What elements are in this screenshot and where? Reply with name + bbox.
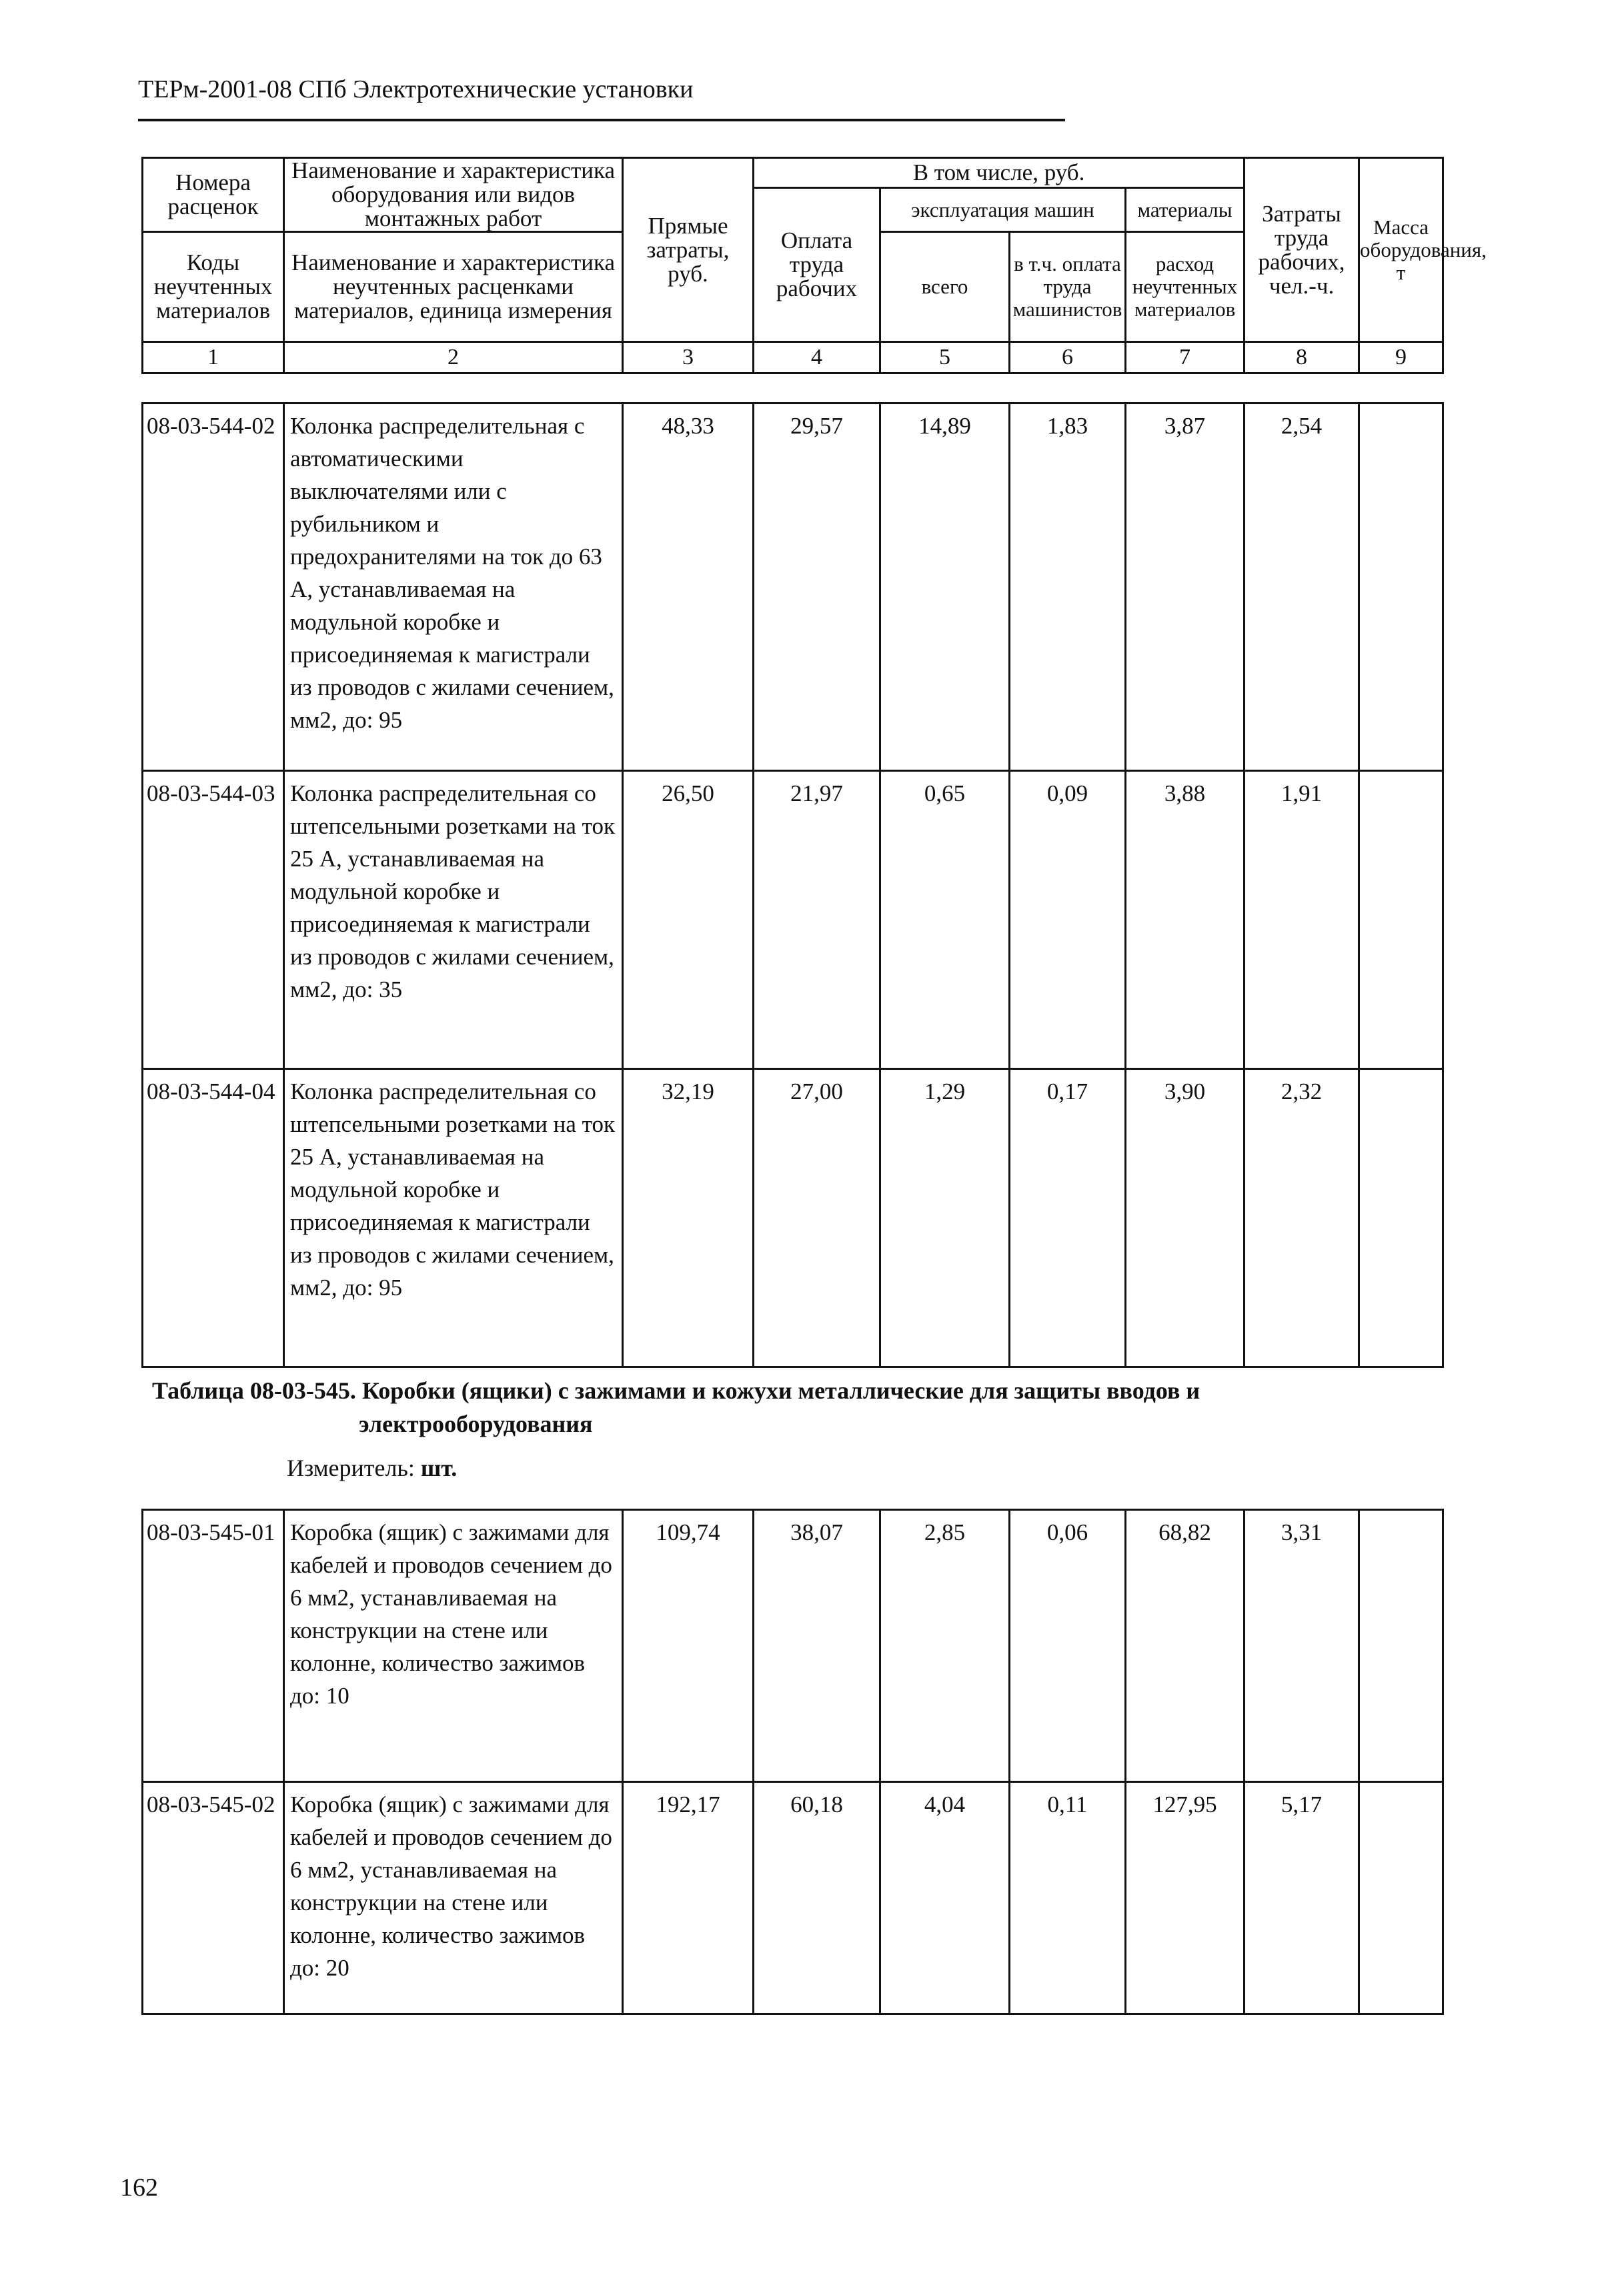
header-unaccounted-materials-name: Наименование и характеристика неучтенных расценками материалов, единица измерения <box>284 232 623 342</box>
work-description: Коробка (ящик) с зажимами для кабелей и проводов сечением до 6 мм2, устанавливаемая на конструкции на стене или колонне, количество зажимов до: 10 <box>284 1510 623 1782</box>
table-title-line1: Таблица 08-03-545. Коробки (ящики) с зажимами и кожухи металлические для защиты вводов и <box>152 1377 1200 1404</box>
table-row <box>143 404 1443 771</box>
header-labor-costs: Затраты труда рабочих, чел.-ч. <box>1245 158 1359 342</box>
header-materials: материалы <box>1126 188 1245 232</box>
direct-costs-value: 192,17 <box>623 1782 754 2014</box>
column-number: 2 <box>284 342 623 373</box>
operator-wages-value: 0,09 <box>1010 771 1126 1069</box>
equipment-mass-value <box>1359 1782 1443 2014</box>
header-direct-costs: Прямые затраты, руб. <box>623 158 754 342</box>
operator-wages-value: 0,06 <box>1010 1510 1126 1782</box>
table-row <box>143 1782 1443 2014</box>
rate-code: 08-03-544-02 <box>143 404 284 771</box>
materials-value: 68,82 <box>1126 1510 1245 1782</box>
column-number: 7 <box>1126 342 1245 373</box>
machine-total-value: 1,29 <box>880 1069 1010 1367</box>
table-row <box>143 1069 1443 1367</box>
header-operator-wages: в т.ч. оплата труда машинистов <box>1010 232 1126 342</box>
work-description: Колонка распределительная со штепсельными розетками на ток 25 А, устанавливаемая на модульной коробке и присоединяемая к магистрали из проводов с жилами сечением, мм2, до: 35 <box>284 771 623 1069</box>
materials-value: 3,87 <box>1126 404 1245 771</box>
labor-costs-value: 2,32 <box>1245 1069 1359 1367</box>
page-number: 162 <box>120 2174 158 2202</box>
header-unaccounted-materials-code: Коды неучтенных материалов <box>143 232 284 342</box>
direct-costs-value: 48,33 <box>623 404 754 771</box>
column-number: 4 <box>754 342 880 373</box>
labor-costs-value: 2,54 <box>1245 404 1359 771</box>
wages-value: 38,07 <box>754 1510 880 1782</box>
equipment-mass-value <box>1359 1069 1443 1367</box>
rate-code: 08-03-544-03 <box>143 771 284 1069</box>
table-title <box>152 1374 1200 1441</box>
rates-table-544 <box>141 402 1444 1368</box>
column-number: 9 <box>1359 342 1443 373</box>
rate-code: 08-03-545-02 <box>143 1782 284 2014</box>
header-machine-total: всего <box>880 232 1010 342</box>
header-rate-number: Номера расценок <box>143 158 284 232</box>
direct-costs-value: 32,19 <box>623 1069 754 1367</box>
operator-wages-value: 1,83 <box>1010 404 1126 771</box>
work-description: Колонка распределительная со штепсельными розетками на ток 25 А, устанавливаемая на модульной коробке и присоединяемая к магистрали из проводов с жилами сечением, мм2, до: 95 <box>284 1069 623 1367</box>
column-number: 1 <box>143 342 284 373</box>
column-number: 8 <box>1245 342 1359 373</box>
header-machine-operation: эксплуатация машин <box>880 188 1126 232</box>
materials-value: 127,95 <box>1126 1782 1245 2014</box>
unit-value: шт. <box>420 1455 458 1481</box>
wages-value: 29,57 <box>754 404 880 771</box>
operator-wages-value: 0,11 <box>1010 1782 1126 2014</box>
rate-code: 08-03-544-04 <box>143 1069 284 1367</box>
equipment-mass-value <box>1359 771 1443 1069</box>
wages-value: 27,00 <box>754 1069 880 1367</box>
column-number: 6 <box>1010 342 1126 373</box>
direct-costs-value: 109,74 <box>623 1510 754 1782</box>
machine-total-value: 0,65 <box>880 771 1010 1069</box>
header-rule <box>138 119 1065 121</box>
column-number: 3 <box>623 342 754 373</box>
table-title-line2: электрооборудования <box>359 1411 593 1437</box>
header-equipment-mass: Масса оборудования, т <box>1359 158 1443 342</box>
table-row <box>143 1510 1443 1782</box>
machine-total-value: 14,89 <box>880 404 1010 771</box>
work-description: Колонка распределительная с автоматическими выключателями или с рубильником и предохранителями на ток до 63 А, устанавливаемая на модульной коробке и присоединяемая к магистрали из проводов с жилами сечением, мм2, до: 95 <box>284 404 623 771</box>
equipment-mass-value <box>1359 1510 1443 1782</box>
wages-value: 60,18 <box>754 1782 880 2014</box>
table-header <box>141 157 1487 374</box>
rate-code: 08-03-545-01 <box>143 1510 284 1782</box>
header-including-group: В том числе, руб. <box>754 158 1245 188</box>
labor-costs-value: 3,31 <box>1245 1510 1359 1782</box>
work-description: Коробка (ящик) с зажимами для кабелей и проводов сечением до 6 мм2, устанавливаемая на конструкции на стене или колонне, количество зажимов до: 20 <box>284 1782 623 2014</box>
materials-value: 3,90 <box>1126 1069 1245 1367</box>
header-wages: Оплата труда рабочих <box>754 188 880 342</box>
labor-costs-value: 1,91 <box>1245 771 1359 1069</box>
wages-value: 21,97 <box>754 771 880 1069</box>
machine-total-value: 4,04 <box>880 1782 1010 2014</box>
unit-label: Измеритель: <box>287 1455 415 1481</box>
table-row <box>143 771 1443 1069</box>
unit-line <box>287 1454 457 1482</box>
labor-costs-value: 5,17 <box>1245 1782 1359 2014</box>
column-number: 5 <box>880 342 1010 373</box>
rates-table-545 <box>141 1509 1444 2015</box>
materials-value: 3,88 <box>1126 771 1245 1069</box>
equipment-mass-value <box>1359 404 1443 771</box>
operator-wages-value: 0,17 <box>1010 1069 1126 1367</box>
header-work-name: Наименование и характеристика оборудования или видов монтажных работ <box>284 158 623 232</box>
header-material-consumption: расход неучтенных материалов <box>1126 232 1245 342</box>
document-header: ТЕРм-2001-08 СПб Электротехнические установки <box>138 75 694 103</box>
machine-total-value: 2,85 <box>880 1510 1010 1782</box>
direct-costs-value: 26,50 <box>623 771 754 1069</box>
